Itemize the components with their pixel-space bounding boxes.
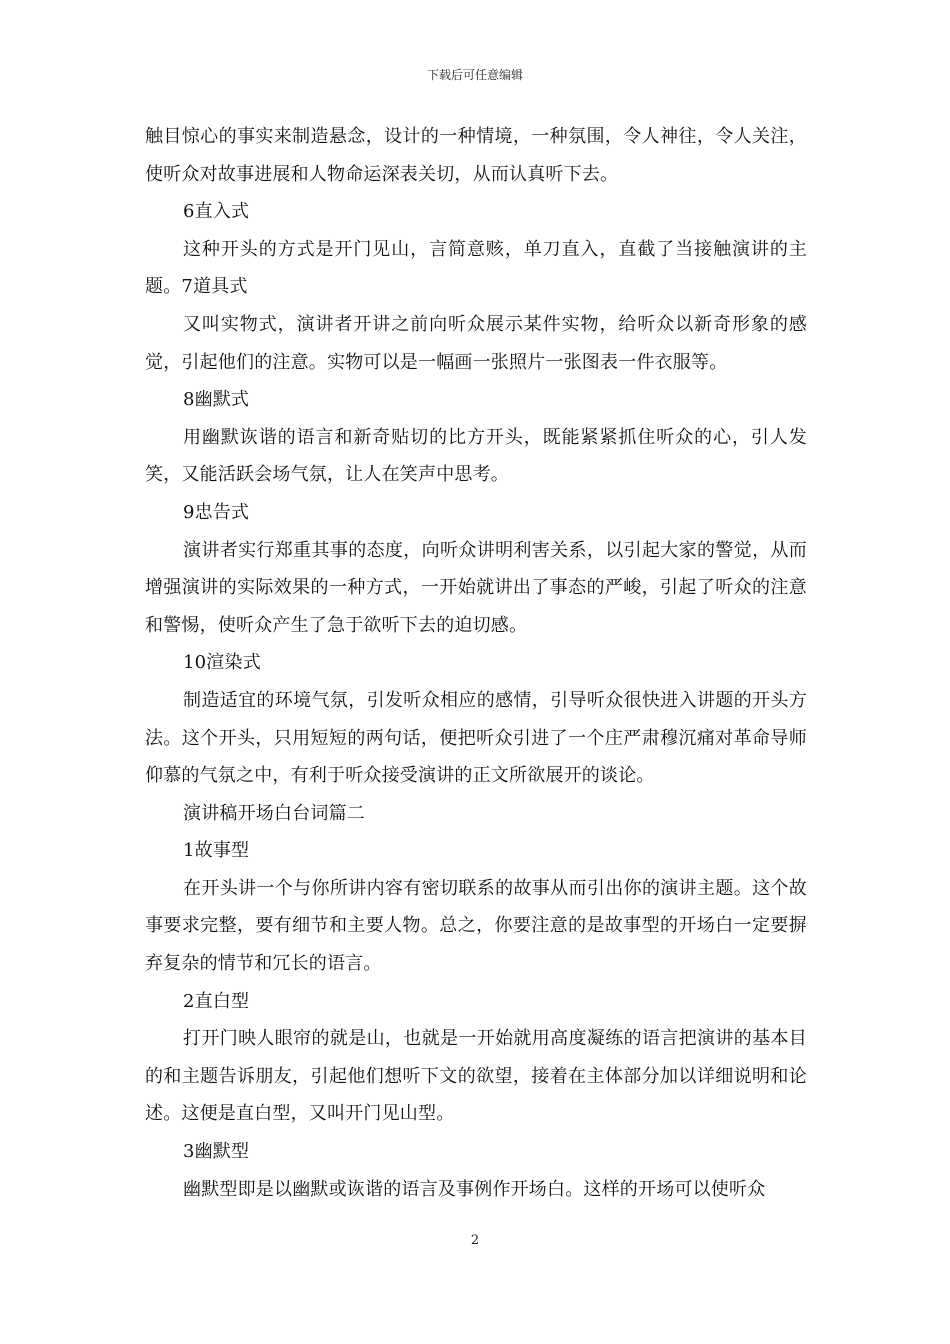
section-heading-8: 8幽默式 [183, 389, 250, 411]
section-heading-6: 6直入式 [183, 201, 250, 223]
paragraph-3: 又叫实物式，演讲者开讲之前向听众展示某件实物，给听众以新奇形象的感觉，引起他们的注意。实物可以是一幅画一张照片一张图表一件衣服等。 [145, 313, 807, 373]
document-body [145, 118, 807, 1208]
paragraph-7: 在开头讲一个与你所讲内容有密切联系的故事从而引出你的演讲主题。这个故事要求完整，要有细节和主要人物。总之，你要注意的是故事型的开场白一定要摒弃复杂的情节和冗长的语言。 [145, 877, 807, 975]
paragraph-8: 打开门映人眼帘的就是山，也就是一开始就用高度凝练的语言把演讲的基本目的和主题告诉朋友，引起他们想听下文的欲望，接着在主体部分加以详细说明和论述。这便是直白型，又叫开门见山型。 [145, 1028, 807, 1125]
paragraph-2: 这种开头的方式是开门见山，言简意赅，单刀直入，直截了当接触演讲的主题。7道具式 [145, 238, 807, 298]
section-heading-9: 9忠告式 [183, 501, 250, 523]
paragraph-4: 用幽默诙谐的语言和新奇贴切的比方开头，既能紧紧抓住听众的心，引人发笑，又能活跃会场气氛，让人在笑声中思考。 [145, 426, 807, 486]
paragraph-1: 触目惊心的事实来制造悬念，设计的一种情境，一种氛围，令人神往，令人关注，使听众对故事进展和人物命运深表关切，从而认真听下去。 [145, 126, 807, 185]
page-number: 2 [470, 1233, 480, 1248]
paragraph-9: 幽默型即是以幽默或诙谐的语言及事例作开场白。这样的开场可以使听众 [183, 1178, 766, 1200]
chapter-heading: 演讲稿开场白台词篇二 [183, 802, 365, 824]
section-heading-3: 3幽默型 [183, 1141, 250, 1163]
section-heading-10: 10渲染式 [183, 652, 261, 674]
section-heading-2: 2直白型 [183, 990, 250, 1012]
page-header: 下载后可任意编辑 [426, 68, 523, 82]
paragraph-6: 制造适宜的环境气氛，引发听众相应的感情，引导听众很快进入讲题的开头方法。这个开头，只用短短的两句话，便把听众引进了一个庄严肃穆沉痛对革命导师仰慕的气氛之中，有利于听众接受演讲的正文所欲展开的谈论。 [145, 689, 807, 787]
section-heading-1: 1故事型 [183, 840, 250, 862]
paragraph-5: 演讲者实行郑重其事的态度，向听众讲明利害关系，以引起大家的警觉，从而增强演讲的实际效果的一种方式，一开始就讲出了事态的严峻，引起了听众的注意和警惕，使听众产生了急于欲听下去的迫切感。 [145, 539, 807, 636]
